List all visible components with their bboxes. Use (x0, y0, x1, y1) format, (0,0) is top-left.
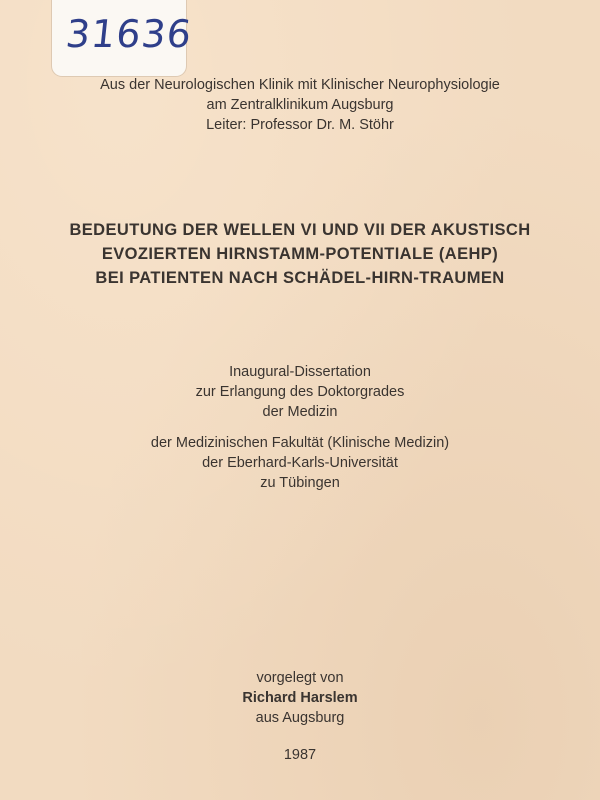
title-line: BEI PATIENTEN NACH SCHÄDEL-HIRN-TRAUMEN (95, 269, 505, 287)
dissertation-type (0, 362, 600, 422)
dissertation-line: der Medizin (262, 404, 338, 420)
institution-header (0, 75, 600, 135)
dissertation-line: Inaugural-Dissertation (229, 364, 371, 380)
faculty-block (0, 433, 600, 493)
institution-line: Aus der Neurologischen Klinik mit Klinischer Neurophysiologie (100, 77, 500, 93)
institution-line: am Zentralklinikum Augsburg (206, 97, 394, 113)
faculty-line: der Medizinischen Fakultät (Klinische Medizin) (150, 435, 450, 451)
dissertation-line: zur Erlangung des Doktorgrades (195, 384, 405, 400)
presented-by-block (0, 668, 600, 728)
publication-year: 1987 (283, 747, 317, 763)
catalog-number: 31636 (63, 12, 195, 56)
faculty-line: der Eberhard-Karls-Universität (202, 455, 398, 471)
library-sticker (52, 0, 195, 76)
presented-label: vorgelegt von (256, 670, 344, 686)
faculty-line: zu Tübingen (260, 475, 340, 491)
title-line: BEDEUTUNG DER WELLEN VI UND VII DER AKUSTISCH (69, 221, 531, 239)
institution-line: Leiter: Professor Dr. M. Stöhr (206, 117, 394, 133)
author-name: Richard Harslem (242, 690, 358, 706)
dissertation-title (0, 218, 600, 290)
author-origin: aus Augsburg (255, 710, 345, 726)
title-line: EVOZIERTEN HIRNSTAMM-POTENTIALE (AEHP) (101, 245, 499, 263)
